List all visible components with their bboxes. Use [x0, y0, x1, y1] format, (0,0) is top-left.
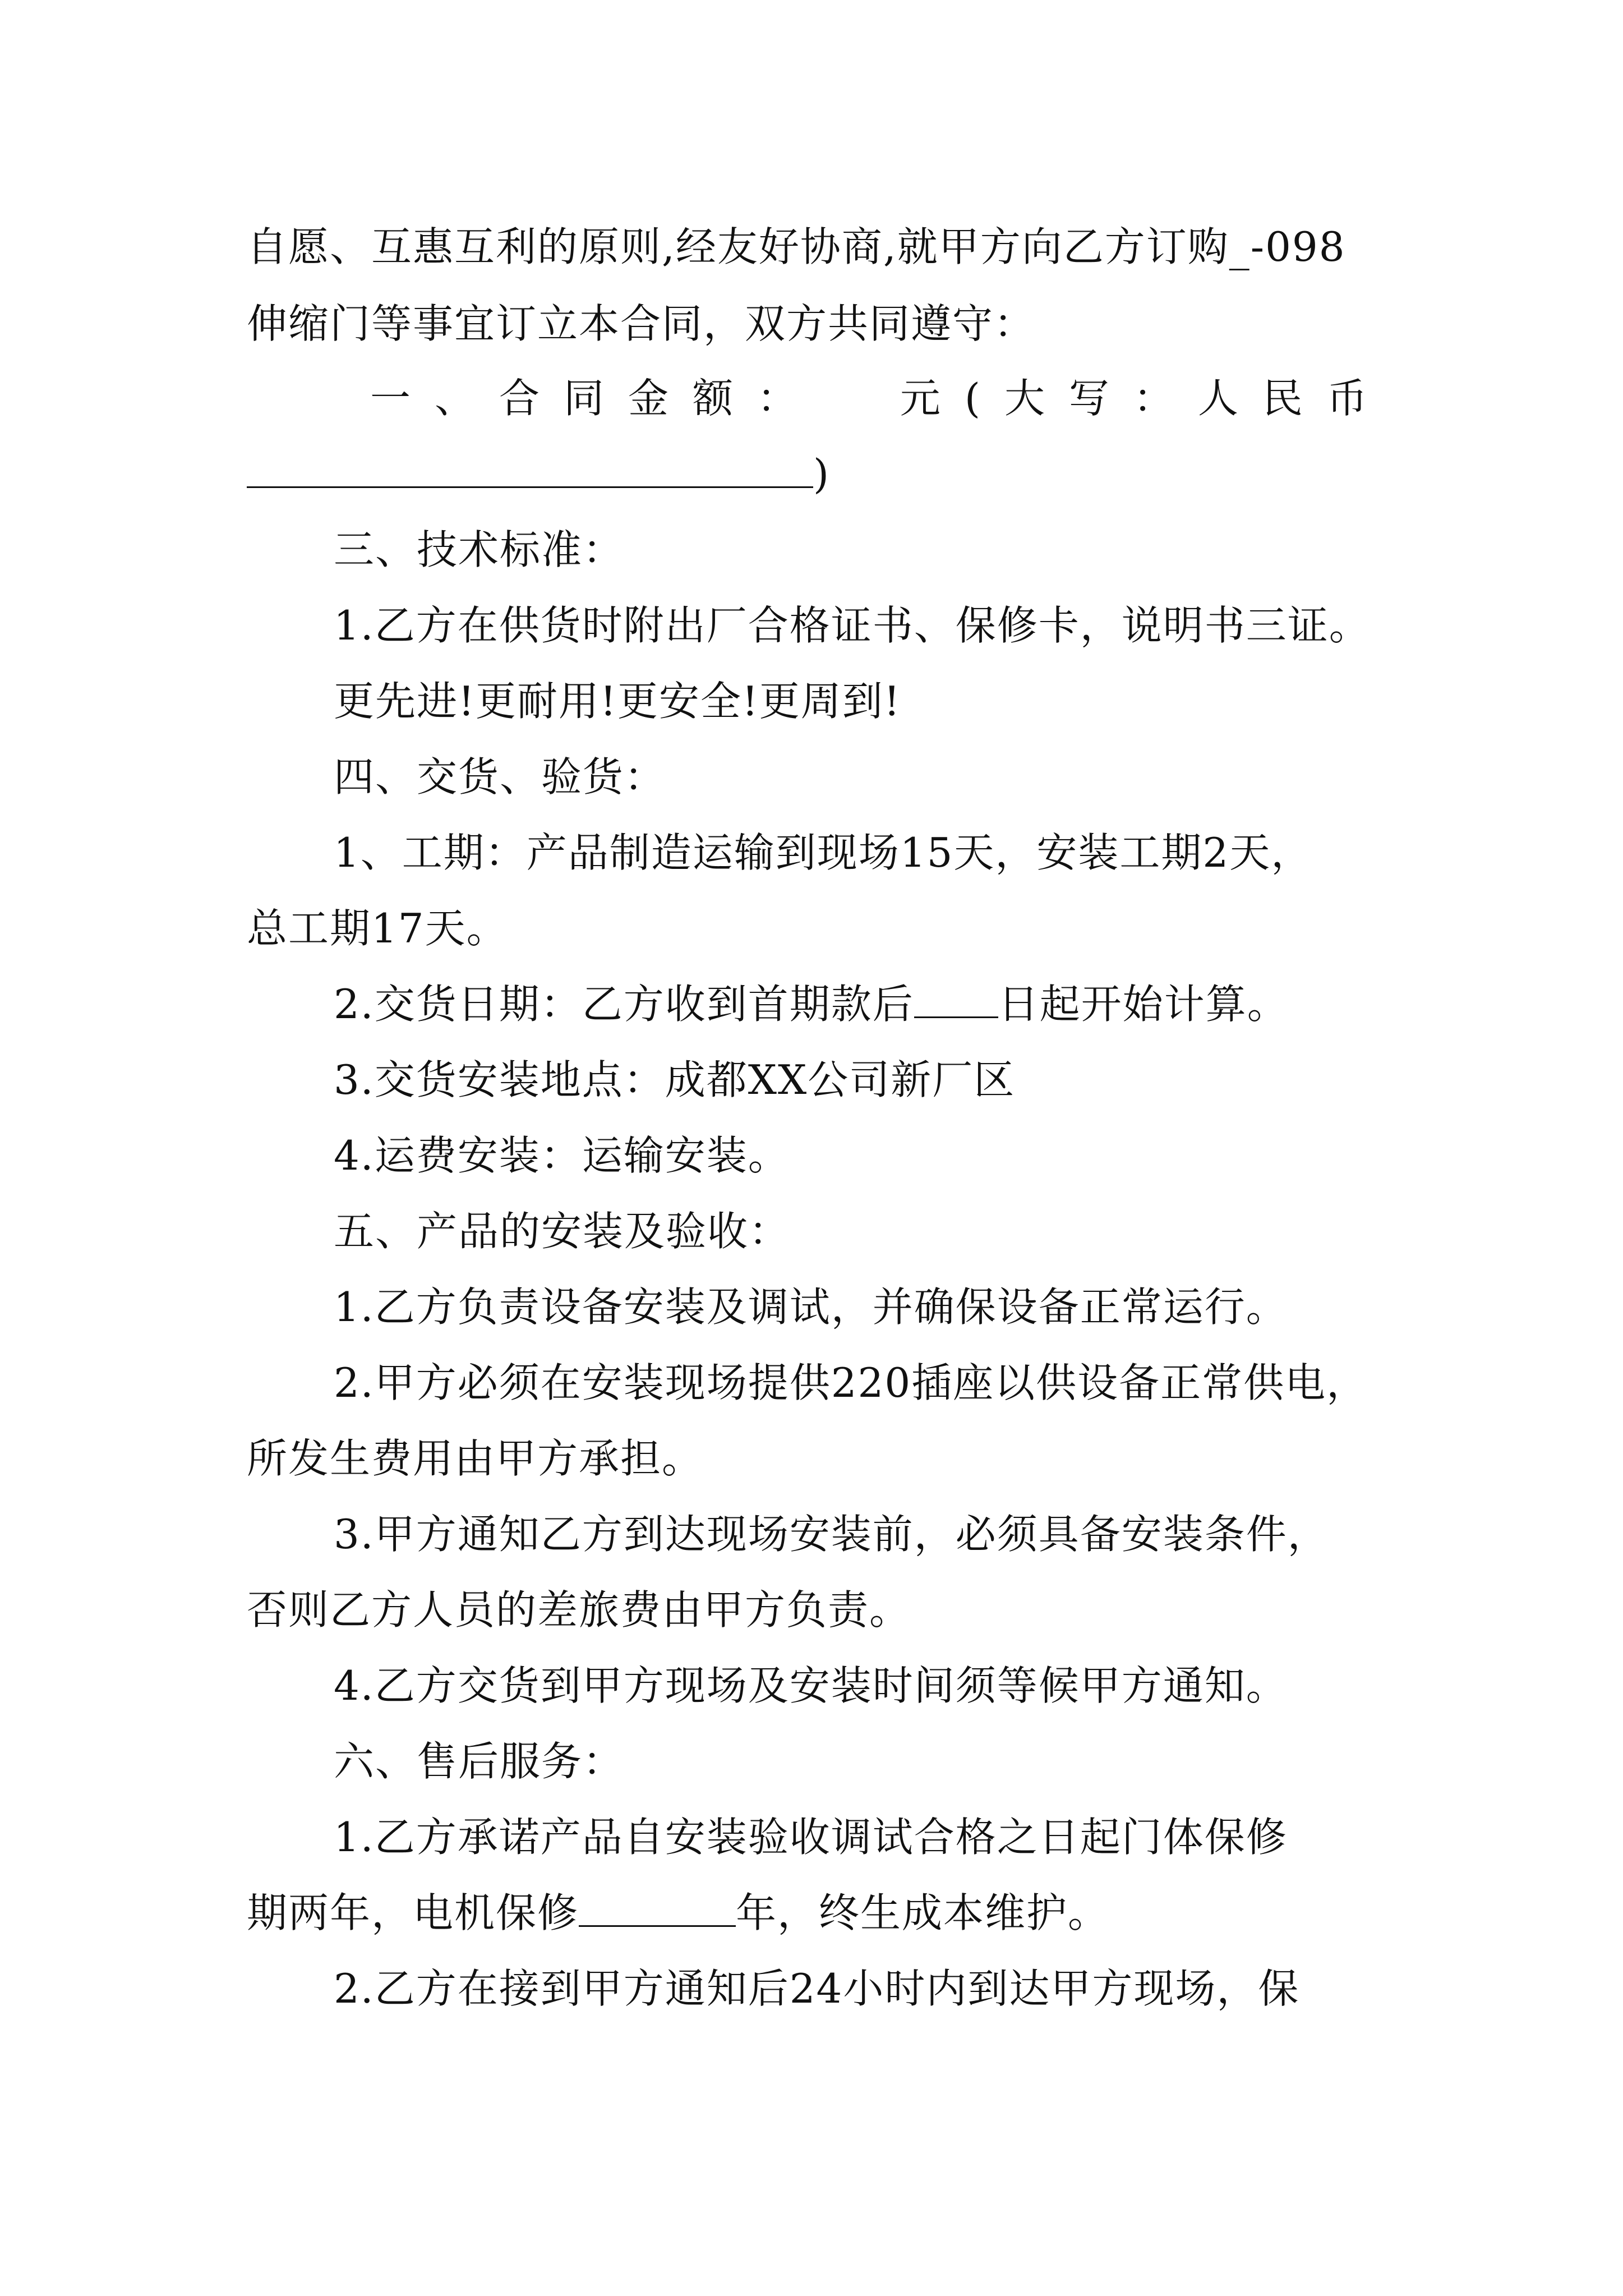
amount-words-blank: [247, 452, 813, 488]
intro-line-1: 自愿、互惠互利的原则,经友好协商,就甲方向乙方订购_-098: [247, 223, 1346, 270]
amount-char: 金: [628, 375, 670, 422]
amount-char: 写: [1068, 375, 1110, 422]
delivery-date-text-after: 日起开始计算。: [998, 981, 1289, 1028]
amount-char: (: [964, 375, 981, 422]
section-5-item-2: 2.甲方必须在安装现场提供220插座以供设备正常供电，: [334, 1359, 1368, 1406]
amount-char: 、: [434, 375, 476, 422]
section-5-heading: 五、产品的安装及验收：: [334, 1208, 791, 1255]
amount-char: 大: [1004, 375, 1046, 422]
contract-amount-line: [370, 373, 1368, 424]
section-4-item-2: [334, 979, 1289, 1029]
section-4-item-3: 3.交货安装地点：成都XX公司新厂区: [334, 1056, 1016, 1103]
amount-char: ：: [757, 375, 799, 422]
amount-close-paren: ): [813, 450, 831, 498]
slogan-line: 更先进!更耐用!更安全!更周到!: [334, 678, 901, 725]
section-4-item-4: 4.运费安装：运输安装。: [334, 1132, 790, 1179]
amount-char: 币: [1326, 375, 1368, 422]
section-5-item-1: 1.乙方负责设备安装及调试，并确保设备正常运行。: [334, 1283, 1288, 1331]
intro-line-2: 伸缩门等事宜订立本合同，双方共同遵守：: [247, 300, 1036, 347]
section-5-item-4: 4.乙方交货到甲方现场及安装时间须等候甲方通知。: [334, 1662, 1288, 1709]
section-6-item-1-cont: [247, 1888, 1109, 1938]
amount-char: 同: [563, 375, 605, 422]
motor-warranty-blank: [579, 1890, 736, 1927]
warranty-text-after: 年，终生成本维护。: [736, 1889, 1110, 1936]
section-6-item-1: 1.乙方承诺产品自安装验收调试合格之日起门体保修: [334, 1814, 1288, 1861]
amount-char: 民: [1262, 375, 1304, 422]
delivery-days-blank: [914, 982, 998, 1018]
amount-char: 一: [370, 375, 412, 422]
section-5-item-3-cont: 否则乙方人员的差旅费由甲方负责。: [247, 1586, 911, 1634]
section-4-item-1: 1、工期：产品制造运输到现场15天，安装工期2天，: [334, 829, 1313, 876]
section-4-heading: 四、交货、验货：: [334, 753, 666, 800]
amount-words-blank-line: [247, 449, 830, 499]
section-5-item-2-cont: 所发生费用由甲方承担。: [247, 1435, 704, 1482]
section-3-item-1: 1.乙方在供货时附出厂合格证书、保修卡，说明书三证。: [334, 602, 1371, 649]
section-5-item-3: 3.甲方通知乙方到达现场安装前，必须具备安装条件，: [334, 1511, 1329, 1558]
amount-char: 额: [692, 375, 734, 422]
section-3-heading: 三、技术标准：: [334, 526, 625, 573]
warranty-text-before: 期两年，电机保修: [247, 1889, 579, 1936]
section-6-item-2: 2.乙方在接到甲方通知后24小时内到达甲方现场，保: [334, 1965, 1300, 2012]
section-6-heading: 六、售后服务：: [334, 1738, 625, 1785]
amount-char: 元: [900, 375, 942, 422]
amount-char: 人: [1197, 375, 1239, 422]
delivery-date-text-before: 2.交货日期：乙方收到首期款后: [334, 981, 914, 1028]
section-4-item-1-cont: 总工期17天。: [247, 905, 508, 952]
amount-char: ：: [1133, 375, 1175, 422]
amount-char: 合: [499, 375, 541, 422]
